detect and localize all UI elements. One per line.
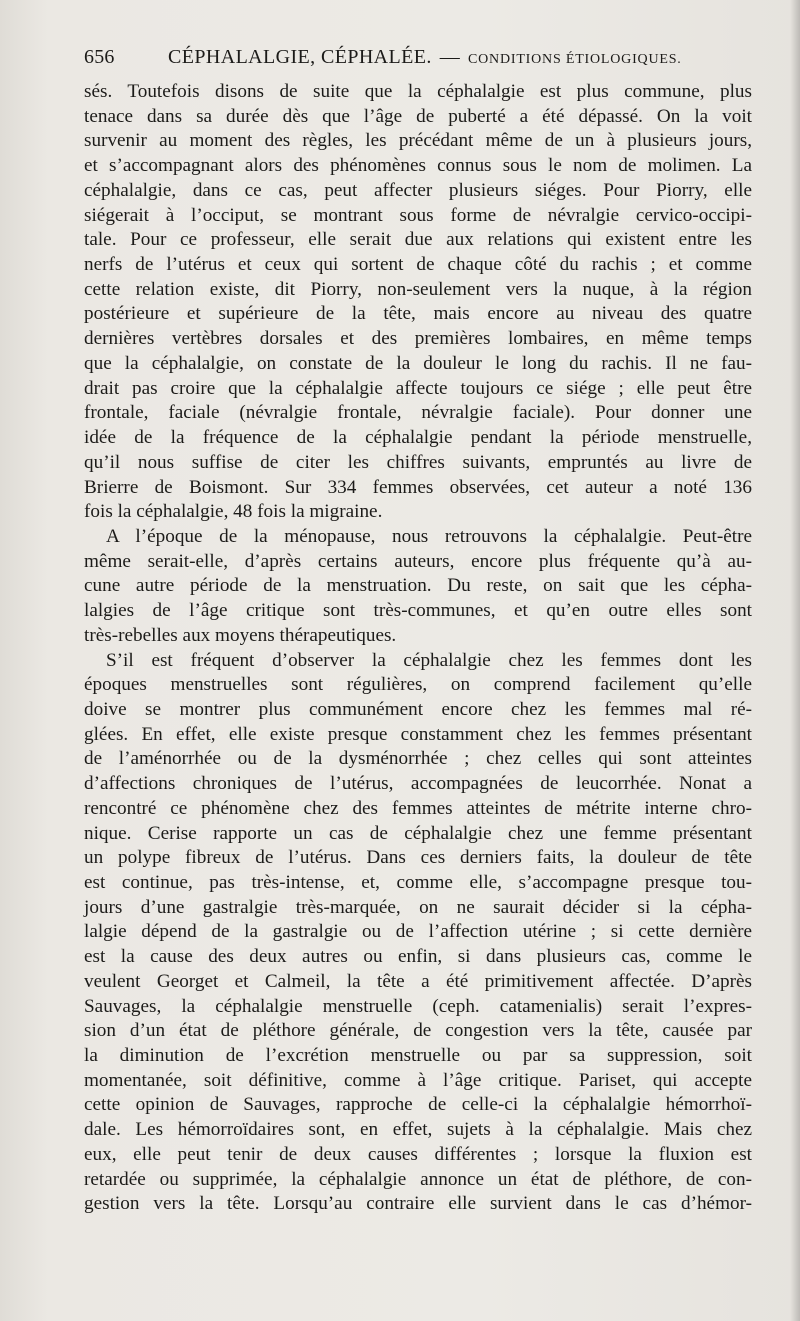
text-line: nique. Cerise rapporte un cas de céphalalgie chez une femme présentant <box>84 822 752 844</box>
text-line: S’il est fréquent d’observer la céphalalgie chez les femmes dont les <box>106 649 752 671</box>
text-line: fois la céphalalgie, 48 fois la migraine. <box>84 501 383 523</box>
text-line: dale. Les hémorroïdaires sont, en effet, sujets à la céphalalgie. Mais chez <box>84 1119 752 1141</box>
text-line: cune autre période de la menstruation. Du reste, on sait que les cépha- <box>84 575 752 597</box>
running-title: CÉPHALALGIE, CÉPHALÉE. <box>168 46 432 68</box>
text-line: même serait-elle, d’après certains auteurs, encore plus fréquente qu’à au- <box>84 550 752 572</box>
paragraph-3 <box>84 649 752 1218</box>
text-line: très-rebelles aux moyens thérapeutiques. <box>84 624 397 646</box>
text-line: A l’époque de la ménopause, nous retrouvons la céphalalgie. Peut-être <box>106 525 752 547</box>
text-line: sion d’un état de pléthore générale, de congestion vers la tête, causée par <box>84 1020 752 1042</box>
text-line: qu’il nous suffise de citer les chiffres suivants, empruntés au livre de <box>84 451 752 473</box>
text-line: est la cause des deux autres ou enfin, si dans plusieurs cas, comme le <box>84 946 752 968</box>
text-line: cette relation existe, dit Piorry, non-seulement vers la nuque, à la région <box>84 278 752 300</box>
text-line: jours d’une gastralgie très-marquée, on ne saurait décider si la cépha- <box>84 896 752 918</box>
text-line: drait pas croire que la céphalalgie affecte toujours ce siége ; elle peut être <box>84 377 752 399</box>
page-header <box>84 46 764 69</box>
text-line: gestion vers la tête. Lorsqu’au contraire elle survient dans le cas d’hémor- <box>84 1193 752 1215</box>
text-line: lalgie dépend de la gastralgie ou de l’affection utérine ; si cette dernière <box>84 921 752 943</box>
paragraph-2 <box>84 525 752 649</box>
text-line: d’affections chroniques de l’utérus, accompagnées de leucorrhée. Nonat a <box>84 773 752 795</box>
text-line: survenir au moment des règles, les précédant même de un à plusieurs jours, <box>84 130 752 152</box>
page-gutter-shadow <box>790 0 800 1321</box>
text-line: doive se montrer plus communément encore chez les femmes mal ré- <box>84 698 752 720</box>
text-line: un polype fibreux de l’utérus. Dans ces derniers faits, la douleur de tête <box>84 847 752 869</box>
text-line: cette opinion de Sauvages, rapproche de celle-ci la céphalalgie hémorrhoï- <box>84 1094 752 1116</box>
body-text <box>84 80 752 1217</box>
page-number: 656 <box>84 46 115 68</box>
text-line: la diminution de l’excrétion menstruelle ou par sa suppression, soit <box>84 1045 752 1067</box>
text-line: nerfs de l’utérus et ceux qui sortent de chaque côté du rachis ; et comme <box>84 254 752 276</box>
text-line: retardée ou supprimée, la céphalalgie annonce un état de pléthore, de con- <box>84 1168 752 1190</box>
text-line: idée de la fréquence de la céphalalgie pendant la période menstruelle, <box>84 427 752 449</box>
text-line: veulent Georget et Calmeil, la tête a été primitivement affectée. D’après <box>84 970 752 992</box>
text-line: de l’aménorrhée ou de la dysménorrhée ; chez celles qui sont atteintes <box>84 748 752 770</box>
text-line: tale. Pour ce professeur, elle serait due aux relations qui existent entre les <box>84 229 752 251</box>
header-dash: — <box>439 46 460 68</box>
section-title: CONDITIONS ÉTIOLOGIQUES. <box>467 52 682 67</box>
text-line: tenace dans sa durée dès que l’âge de puberté a été dépassé. On la voit <box>84 105 752 127</box>
text-line: rencontré ce phénomène chez des femmes atteintes de métrite interne chro- <box>84 797 752 819</box>
text-line: postérieure et supérieure de la tête, mais encore au niveau des quatre <box>84 303 752 325</box>
paragraph-1 <box>84 80 752 525</box>
text-line: que la céphalalgie, on constate de la douleur le long du rachis. Il ne fau- <box>84 352 752 374</box>
text-line: est continue, pas très-intense, et, comme elle, s’accompagne presque tou- <box>84 872 752 893</box>
text-line: lalgies de l’âge critique sont très-communes, et qu’en outre elles sont <box>84 600 752 622</box>
text-line: glées. En effet, elle existe presque constamment chez les femmes présentant <box>84 723 752 745</box>
text-line: Brierre de Boismont. Sur 334 femmes observées, cet auteur a noté 136 <box>84 476 752 498</box>
text-line: siégerait à l’occiput, se montrant sous forme de névralgie cervico-occipi- <box>84 204 752 226</box>
text-line: momentanée, soit définitive, comme à l’âge critique. Pariset, qui accepte <box>84 1069 752 1091</box>
text-line: eux, elle peut tenir de deux causes différentes ; lorsque la fluxion est <box>84 1143 752 1165</box>
text-line: céphalalgie, dans ce cas, peut affecter plusieurs siéges. Pour Piorry, elle <box>84 179 752 201</box>
text-line: et s’accompagnant alors des phénomènes connus sous le nom de molimen. La <box>84 155 752 177</box>
text-line: dernières vertèbres dorsales et des premières lombaires, en même temps <box>84 328 752 350</box>
text-line: Sauvages, la céphalalgie menstruelle (ceph. catamenialis) serait l’expres- <box>84 995 752 1017</box>
text-line: frontale, faciale (névralgie frontale, névralgie faciale). Pour donner une <box>84 402 752 424</box>
text-line: sés. Toutefois disons de suite que la céphalalgie est plus commune, plus <box>84 81 752 102</box>
text-line: époques menstruelles sont régulières, on comprend facilement qu’elle <box>84 674 752 696</box>
